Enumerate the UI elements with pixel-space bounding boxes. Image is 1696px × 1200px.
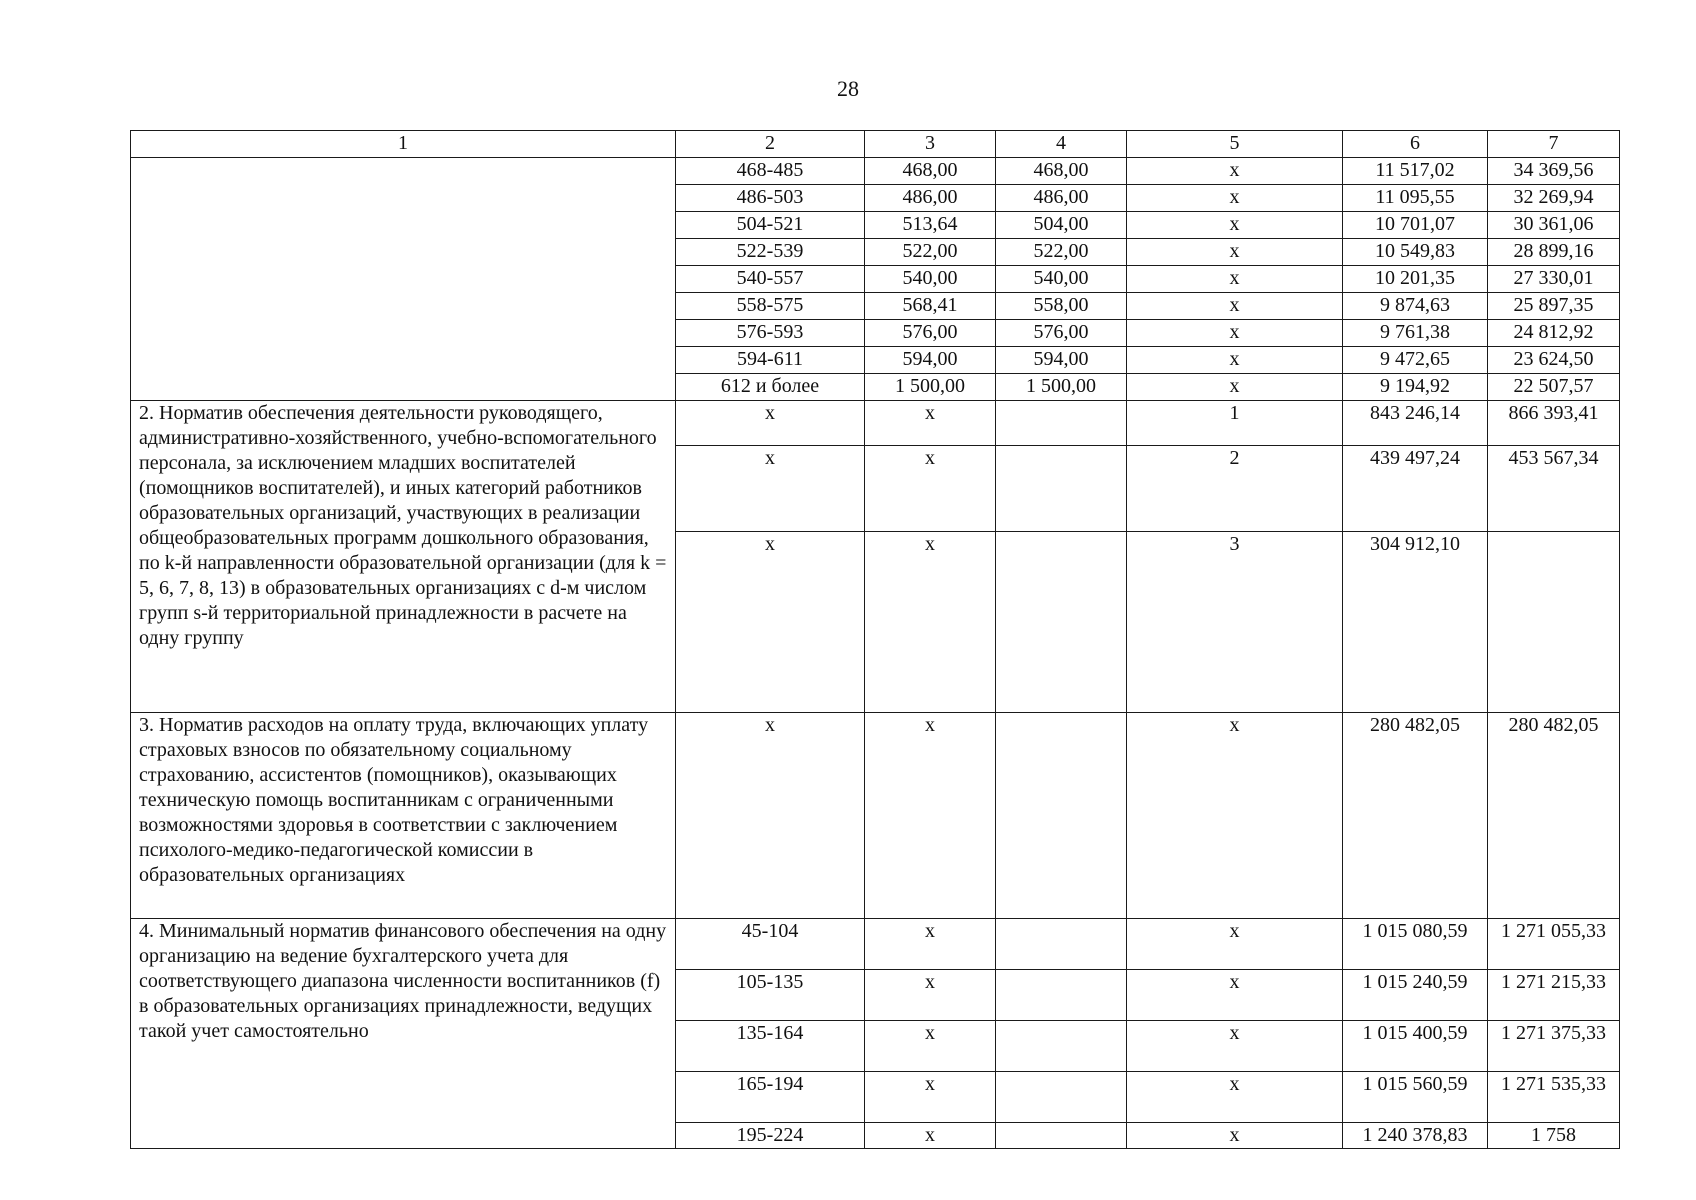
cell-range: 486-503 [676, 185, 865, 212]
cell-range: 165-194 [676, 1072, 865, 1123]
cell-empty [996, 401, 1127, 446]
cell-value: 522,00 [865, 239, 996, 266]
cell-group-count: 1 [1127, 401, 1343, 446]
cell-empty [996, 446, 1127, 532]
cell-range: 45-104 [676, 919, 865, 970]
cell-value [1488, 532, 1620, 713]
section-4-label: 4. Минимальный норматив финансового обеспечения на одну организацию на ведение бухгалтерского учета для соответствующего диапазона численности воспитанников (f) в образовательных организациях принадлежности, ведущих такой учет самостоятельно [131, 919, 676, 1149]
cell-range: 522-539 [676, 239, 865, 266]
cell-mark: x [676, 446, 865, 532]
cell-value: 11 517,02 [1343, 158, 1488, 185]
cell-value: 1 240 378,83 [1343, 1123, 1488, 1149]
norms-table [130, 130, 1620, 1149]
cell-value: 1 271 375,33 [1488, 1021, 1620, 1072]
cell-mark: x [1127, 185, 1343, 212]
cell-value: 568,41 [865, 293, 996, 320]
page-number: 28 [837, 76, 859, 101]
cell-empty [996, 970, 1127, 1021]
cell-mark: x [1127, 1072, 1343, 1123]
cell-mark: x [1127, 212, 1343, 239]
cell-range: 468-485 [676, 158, 865, 185]
cell-value: 24 812,92 [1488, 320, 1620, 347]
column-header: 4 [996, 131, 1127, 158]
cell-mark: x [1127, 347, 1343, 374]
column-header: 6 [1343, 131, 1488, 158]
column-header-row [131, 131, 1620, 158]
cell-value: 9 472,65 [1343, 347, 1488, 374]
cell-value: 866 393,41 [1488, 401, 1620, 446]
cell-value: 9 194,92 [1343, 374, 1488, 401]
cell-mark: x [1127, 970, 1343, 1021]
table-row [131, 158, 1620, 185]
column-header: 3 [865, 131, 996, 158]
cell-mark: x [1127, 266, 1343, 293]
cell-value: 27 330,01 [1488, 266, 1620, 293]
cell-value: 540,00 [865, 266, 996, 293]
cell-value: 1 758 [1488, 1123, 1620, 1149]
cell-value: 1 500,00 [865, 374, 996, 401]
cell-mark: x [865, 1021, 996, 1072]
cell-value: 32 269,94 [1488, 185, 1620, 212]
cell-range: 135-164 [676, 1021, 865, 1072]
cell-group-count: 3 [1127, 532, 1343, 713]
cell-empty [996, 532, 1127, 713]
cell-value: 1 500,00 [996, 374, 1127, 401]
cell-mark: x [676, 713, 865, 919]
cell-value: 30 361,06 [1488, 212, 1620, 239]
cell-value: 22 507,57 [1488, 374, 1620, 401]
cell-range: 594-611 [676, 347, 865, 374]
cell-range: 540-557 [676, 266, 865, 293]
cell-mark: x [865, 1123, 996, 1149]
cell-mark: x [1127, 374, 1343, 401]
cell-mark: x [865, 532, 996, 713]
cell-mark: x [865, 1072, 996, 1123]
cell-mark: x [676, 401, 865, 446]
cell-value: 439 497,24 [1343, 446, 1488, 532]
cell-mark: x [1127, 1021, 1343, 1072]
cell-mark: x [676, 532, 865, 713]
cell-mark: x [1127, 158, 1343, 185]
cell-range: 558-575 [676, 293, 865, 320]
table-row [131, 401, 1620, 446]
cell-value: 9 874,63 [1343, 293, 1488, 320]
cell-value: 504,00 [996, 212, 1127, 239]
table-row [131, 713, 1620, 919]
column-header: 7 [1488, 131, 1620, 158]
cell-value: 594,00 [865, 347, 996, 374]
section-2-label: 2. Норматив обеспечения деятельности руководящего, административно-хозяйственного, учебно-вспомогательного персонала, за исключением младших воспитателей (помощников воспитателей), и иных категорий работников образовательных организаций, участвующих в реализации общеобразовательных программ дошкольного образования, по k-й направленности образовательной организации (для k = 5, 6, 7, 8, 13) в образовательных организациях с d-м числом групп s-й территориальной принадлежности в расчете на одну группу [131, 401, 676, 713]
cell-mark: x [1127, 293, 1343, 320]
cell-mark: x [865, 446, 996, 532]
cell-mark: x [865, 401, 996, 446]
cell-mark: x [865, 970, 996, 1021]
cell-value: 1 271 055,33 [1488, 919, 1620, 970]
cell-range: 105-135 [676, 970, 865, 1021]
cell-value: 10 549,83 [1343, 239, 1488, 266]
cell-value: 10 201,35 [1343, 266, 1488, 293]
column-header: 2 [676, 131, 865, 158]
cell-value: 513,64 [865, 212, 996, 239]
cell-range: 612 и более [676, 374, 865, 401]
cell-value: 843 246,14 [1343, 401, 1488, 446]
continued-label-cell [131, 158, 676, 401]
cell-empty [996, 919, 1127, 970]
cell-value: 558,00 [996, 293, 1127, 320]
cell-value: 540,00 [996, 266, 1127, 293]
cell-range: 195-224 [676, 1123, 865, 1149]
cell-value: 28 899,16 [1488, 239, 1620, 266]
cell-value: 576,00 [996, 320, 1127, 347]
cell-mark: x [865, 919, 996, 970]
cell-value: 1 271 215,33 [1488, 970, 1620, 1021]
column-header: 5 [1127, 131, 1343, 158]
cell-empty [996, 1072, 1127, 1123]
cell-value: 486,00 [996, 185, 1127, 212]
cell-value: 11 095,55 [1343, 185, 1488, 212]
column-header: 1 [131, 131, 676, 158]
cell-value: 594,00 [996, 347, 1127, 374]
cell-value: 576,00 [865, 320, 996, 347]
cell-empty [996, 713, 1127, 919]
cell-value: 304 912,10 [1343, 532, 1488, 713]
cell-mark: x [1127, 919, 1343, 970]
cell-value: 468,00 [865, 158, 996, 185]
cell-value: 453 567,34 [1488, 446, 1620, 532]
cell-group-count: 2 [1127, 446, 1343, 532]
cell-value: 468,00 [996, 158, 1127, 185]
cell-value: 9 761,38 [1343, 320, 1488, 347]
cell-value: 1 015 240,59 [1343, 970, 1488, 1021]
cell-value: 10 701,07 [1343, 212, 1488, 239]
cell-value: 34 369,56 [1488, 158, 1620, 185]
cell-empty [996, 1123, 1127, 1149]
cell-mark: x [1127, 1123, 1343, 1149]
cell-range: 576-593 [676, 320, 865, 347]
cell-mark: x [865, 713, 996, 919]
table-row [131, 919, 1620, 970]
cell-empty [996, 1021, 1127, 1072]
cell-value: 25 897,35 [1488, 293, 1620, 320]
cell-value: 1 271 535,33 [1488, 1072, 1620, 1123]
cell-value: 280 482,05 [1488, 713, 1620, 919]
cell-mark: x [1127, 320, 1343, 347]
cell-range: 504-521 [676, 212, 865, 239]
cell-value: 23 624,50 [1488, 347, 1620, 374]
cell-value: 1 015 400,59 [1343, 1021, 1488, 1072]
cell-value: 1 015 080,59 [1343, 919, 1488, 970]
cell-value: 522,00 [996, 239, 1127, 266]
cell-mark: x [1127, 713, 1343, 919]
section-3-label: 3. Норматив расходов на оплату труда, включающих уплату страховых взносов по обязательному социальному страхованию, ассистентов (помощников), оказывающих техническую помощь воспитанникам с ограниченными возможностями здоровья в соответствии с заключением психолого-медико-педагогической комиссии в образовательных организациях [131, 713, 676, 919]
cell-mark: x [1127, 239, 1343, 266]
cell-value: 1 015 560,59 [1343, 1072, 1488, 1123]
cell-value: 486,00 [865, 185, 996, 212]
cell-value: 280 482,05 [1343, 713, 1488, 919]
